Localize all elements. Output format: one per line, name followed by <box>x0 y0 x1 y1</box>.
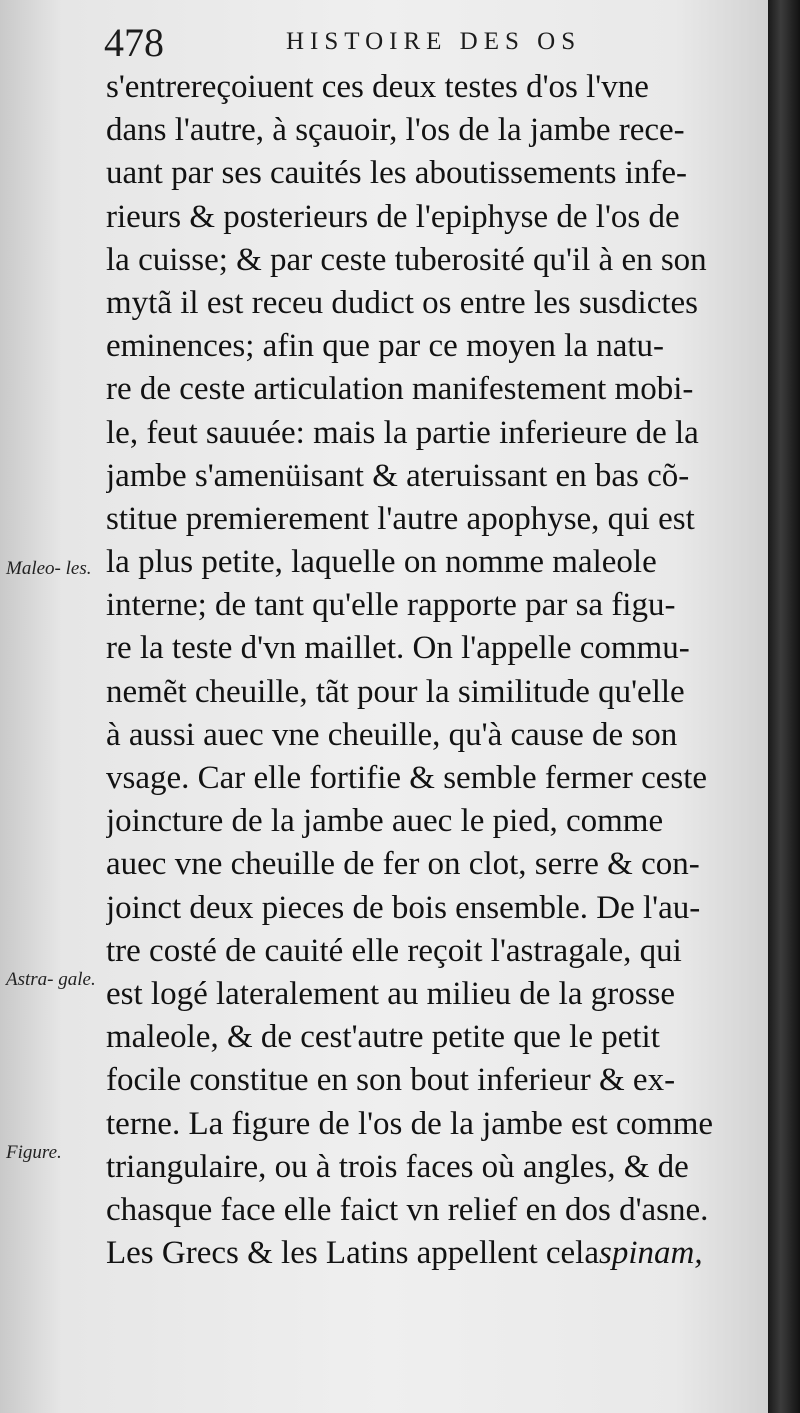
text-line: la plus petite, laquelle on nomme maleole <box>106 544 657 581</box>
italic-word-spinam: spinam, <box>598 1235 703 1272</box>
text-line: le, feut sauuée: mais la partie inferieure de la <box>106 414 699 451</box>
text-line: chasque face elle faict vn relief en dos d'asne. <box>106 1191 709 1228</box>
text-line: nemẽt cheuille, tãt pour la similitude qu'elle <box>106 673 685 710</box>
text-line: triangulaire, ou à trois faces où angles, & de <box>106 1148 689 1185</box>
text-line: stitue premierement l'autre apophyse, qui est <box>106 500 695 537</box>
text-line-last <box>106 1232 761 1275</box>
margin-note-maleoles: Maleo- les. <box>6 558 92 579</box>
margin-note-astragale: Astra- gale. <box>6 969 96 990</box>
text-line: tre costé de cauité elle reçoit l'astragale, qui <box>106 932 682 969</box>
text-line: re de ceste articulation manifestement mobi- <box>106 371 694 408</box>
body-text <box>106 66 761 1275</box>
text-line: maleole, & de cest'autre petite que le petit <box>106 1019 660 1056</box>
text-line: interne; de tant qu'elle rapporte par sa figu- <box>106 587 676 624</box>
text-line: re la teste d'vn maillet. On l'appelle commu- <box>106 630 690 667</box>
text-line: à aussi auec vne cheuille, qu'à cause de son <box>106 716 678 753</box>
text-line: mytã il est receu dudict os entre les susdictes <box>106 284 699 321</box>
text-line: joincture de la jambe auec le pied, comme <box>106 803 664 840</box>
page-edge-shadow <box>768 0 800 1413</box>
text-line: uant par ses cauités les aboutissements infe- <box>106 155 687 192</box>
text-line: joinct deux pieces de bois ensemble. De l'au- <box>106 889 701 926</box>
text-line: rieurs & posterieurs de l'epiphyse de l'os de <box>106 198 680 235</box>
text-line: vsage. Car elle fortifie & semble fermer ceste <box>106 760 708 796</box>
text-line: focile constitue en son bout inferieur & ex- <box>106 1062 676 1099</box>
text-line-last-roman: Les Grecs & les Latins appellent cela <box>106 1235 599 1272</box>
running-title: HISTOIRE DES OS <box>286 28 582 55</box>
text-line: eminences; afin que par ce moyen la natu- <box>106 328 665 365</box>
page-header <box>100 18 720 66</box>
text-line: la cuisse; & par ceste tuberosité qu'il à en son <box>106 241 707 278</box>
text-line: est logé lateralement au milieu de la grosse <box>106 975 676 1012</box>
text-line: dans l'autre, à sçauoir, l'os de la jambe rece- <box>106 112 685 149</box>
text-line: auec vne cheuille de fer on clot, serre & con- <box>106 846 700 883</box>
margin-note-figure: Figure. <box>6 1142 62 1163</box>
text-line: s'entrereçoiuent ces deux testes d'os l'vne <box>106 69 649 105</box>
text-line: terne. La figure de l'os de la jambe est comme <box>106 1105 714 1142</box>
page-number: 478 <box>104 20 164 65</box>
text-line: jambe s'amenüisant & ateruissant en bas cõ- <box>106 457 690 494</box>
